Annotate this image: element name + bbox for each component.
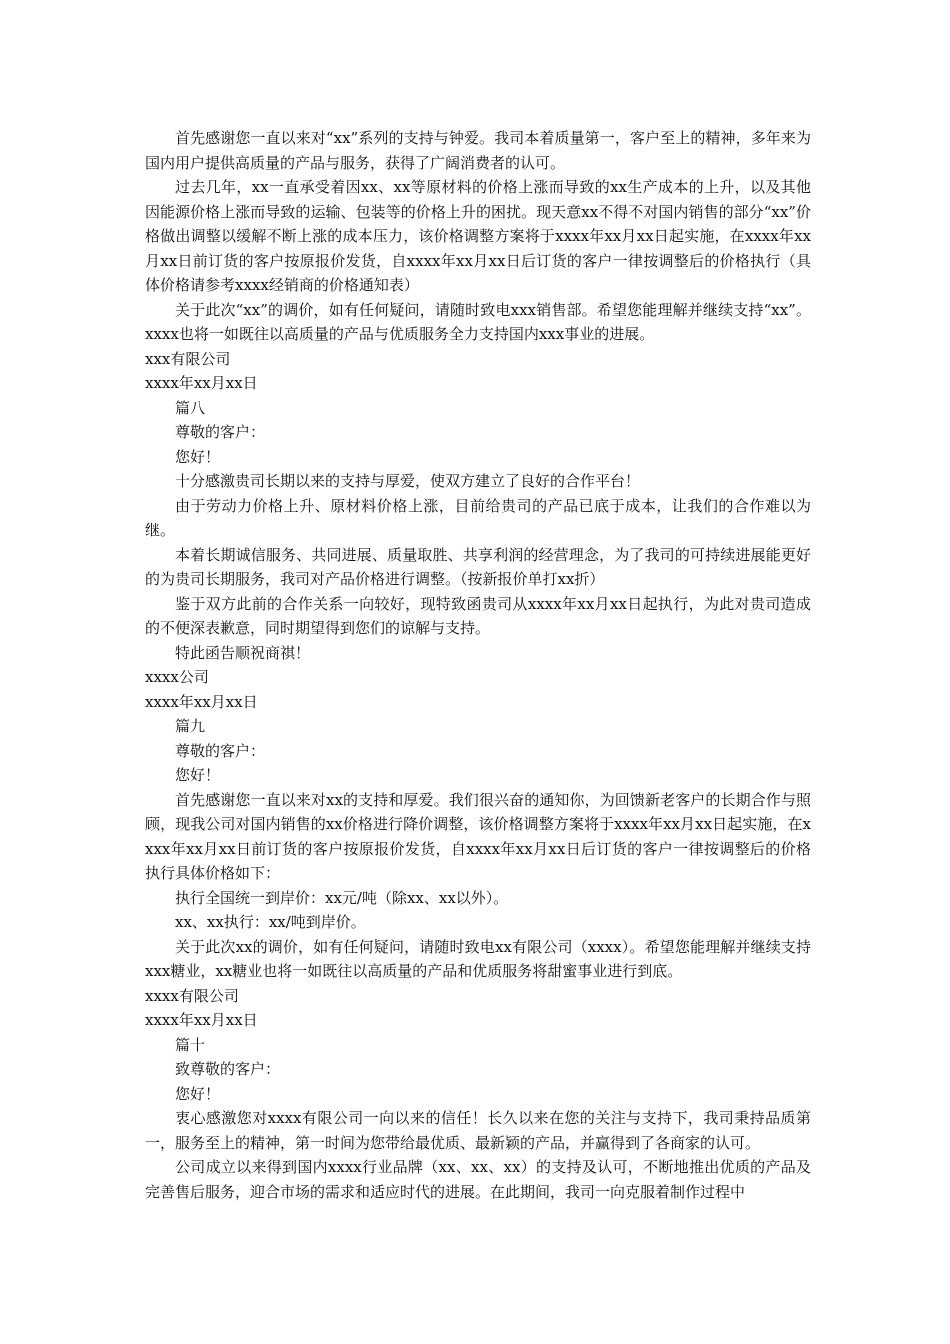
- section-heading: 篇九: [175, 717, 206, 735]
- salutation: 致尊敬的客户：: [175, 1060, 281, 1078]
- greeting: 您好！: [175, 1084, 221, 1103]
- document-body: [145, 126, 811, 1204]
- date-line: xxxx年xx月xx日: [145, 374, 258, 392]
- date-line: xxxx年xx月xx日: [145, 692, 258, 711]
- paragraph: 关于此次“xx”的调价，如有任何疑问，请随时致电xxx销售部。希望您能理解并继续支持“xx”。xxxx也将一如既往以高质量的产品与优质服务全力支持国内xxx事业的进展。: [145, 300, 811, 343]
- paragraph: 首先感谢您一直以来对xx的支持和厚爱。我们很兴奋的通知你，为回馈新老客户的长期合作与照顾，现我公司对国内销售的xx价格进行降价调整，该价格调整方案将于xxxx年xx月xx日起实施，在xxxx年xx月xx日前订货的客户按原报价发货，自xxxx年xx月xx日后订货的客户一律按调整后的价格执行具体价格如下：: [145, 790, 811, 882]
- paragraph: 首先感谢您一直以来对“xx”系列的支持与钟爱。我司本着质量第一，客户至上的精神，多年来为国内用户提供高质量的产品与服务，获得了广阔消费者的认可。: [145, 129, 811, 172]
- company-signature: xxxx公司: [145, 668, 209, 686]
- paragraph: xx、xx执行：xx/吨到岸价。: [175, 913, 366, 931]
- date-line: xxxx年xx月xx日: [145, 1011, 258, 1029]
- company-signature: xxxx有限公司: [145, 986, 239, 1005]
- paragraph: 十分感激贵司长期以来的支持与厚爱，使双方建立了良好的合作平台！: [175, 472, 641, 490]
- paragraph: 过去几年，xx一直承受着因xx、xx等原材料的价格上涨而导致的xx生产成本的上升，以及其他因能源价格上涨而导致的运输、包装等的价格上升的困扰。现天意xx不得不对国内销售的部分“xx”价格做出调整以缓解不断上涨的成本压力，该价格调整方案将于xxxx年xx月xx日起实施，在xxxx年xx月xx日前订货的客户按原报价发货，自xxxx年xx月xx日后订货的客户一律按调整后的价格执行（具体价格请参考xxxx经销商的价格通知表）: [145, 178, 811, 294]
- paragraph: 公司成立以来得到国内xxxx行业品牌（xx、xx、xx）的支持及认可，不断地推出优质的产品及完善售后服务，迎合市场的需求和适应时代的进展。在此期间，我司一向克服着制作过程中: [145, 1158, 811, 1201]
- greeting: 您好！: [175, 766, 221, 784]
- paragraph: 由于劳动力价格上升、原材料价格上涨，目前给贵司的产品已底于成本，让我们的合作难以为继。: [145, 496, 811, 539]
- greeting: 您好！: [175, 447, 221, 466]
- paragraph: 关于此次xx的调价，如有任何疑问，请随时致电xx有限公司（xxxx）。希望您能理解并继续支持xxx糖业，xx糖业也将一如既往以高质量的产品和优质服务将甜蜜事业进行到底。: [145, 937, 811, 980]
- section-heading: 篇八: [175, 398, 206, 417]
- paragraph: 执行全国统一到岸价：xx元/吨（除xx、xx以外）。: [175, 888, 509, 907]
- closing-line: 特此函告顺祝商祺！: [175, 643, 311, 662]
- company-signature: xxx有限公司: [145, 349, 231, 368]
- paragraph: 衷心感激您对xxxx有限公司一向以来的信任！长久以来在您的关注与支持下，我司秉持品质第一，服务至上的精神，第一时间为您带给最优质、最新颖的产品，并赢得到了各商家的认可。: [145, 1109, 811, 1152]
- section-heading: 篇十: [175, 1035, 206, 1054]
- paragraph: 本着长期诚信服务、共同进展、质量取胜、共享利润的经营理念，为了我司的可持续进展能更好的为贵司长期服务，我司对产品价格进行调整。（按新报价单打xx折）: [145, 545, 811, 588]
- paragraph: 鉴于双方此前的合作关系一向较好，现特致函贵司从xxxx年xx月xx日起执行，为此对贵司造成的不便深表歉意，同时期望得到您们的谅解与支持。: [145, 594, 811, 637]
- salutation: 尊敬的客户：: [175, 741, 266, 760]
- salutation: 尊敬的客户：: [175, 423, 266, 441]
